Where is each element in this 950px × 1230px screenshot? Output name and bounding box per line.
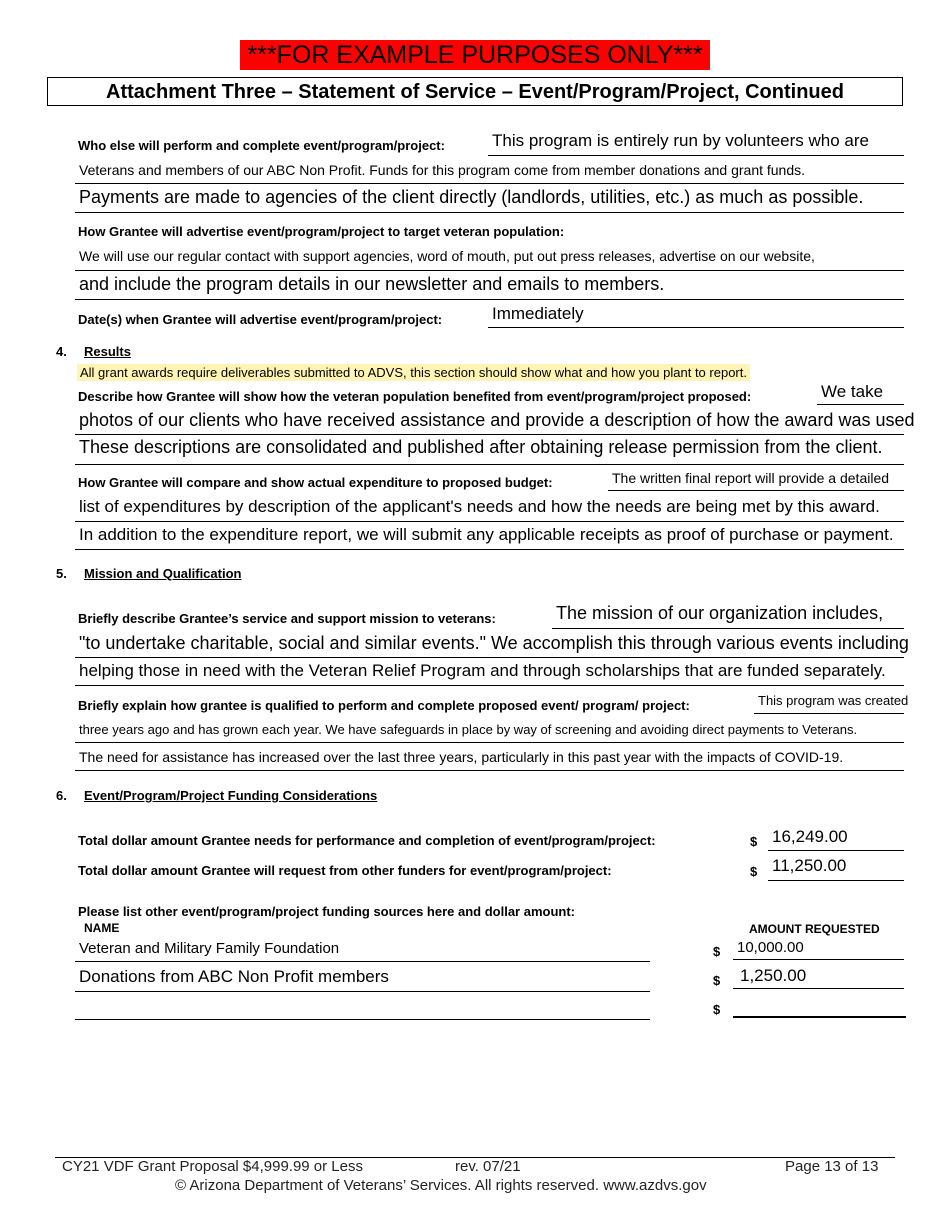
other-funders-currency: $ bbox=[750, 864, 758, 879]
who-else-line2[interactable]: Veterans and members of our ABC Non Profit. Funds for this program come from member donations and grant funds. bbox=[79, 162, 806, 178]
total-amount-currency: $ bbox=[750, 834, 758, 849]
dates-label: Date(s) when Grantee will advertise event/program/project: bbox=[78, 312, 443, 327]
who-else-line1[interactable]: This program is entirely run by volunteers who are bbox=[492, 131, 869, 150]
benefit-line2[interactable]: photos of our clients who have received assistance and provide a description of how the award was used bbox=[79, 410, 915, 430]
footer-page-number: Page 13 of 13 bbox=[785, 1158, 879, 1175]
section-5-number: 5. bbox=[56, 566, 67, 581]
budget-line3[interactable]: In addition to the expenditure report, we will submit any applicable receipts as proof of purchase or payment. bbox=[79, 525, 894, 544]
mission-line1[interactable]: The mission of our organization includes, bbox=[556, 603, 884, 623]
amount-column-header: AMOUNT REQUESTED bbox=[749, 922, 880, 936]
footer-form-name: CY21 VDF Grant Proposal $4,999.99 or Less bbox=[62, 1158, 363, 1175]
budget-line1[interactable]: The written final report will provide a detailed bbox=[612, 470, 890, 486]
page-title: Attachment Three – Statement of Service – Event/Program/Project, Continued bbox=[47, 77, 903, 106]
source-amount-1[interactable]: 10,000.00 bbox=[737, 939, 804, 956]
section-5-heading: Mission and Qualification bbox=[84, 566, 242, 581]
section-6-heading: Event/Program/Project Funding Considerations bbox=[84, 788, 378, 803]
mission-label: Briefly describe Grantee’s service and support mission to veterans: bbox=[78, 611, 496, 626]
source-name-1[interactable]: Veteran and Military Family Foundation bbox=[79, 940, 340, 957]
section-4-heading: Results bbox=[84, 344, 131, 359]
total-amount-label: Total dollar amount Grantee needs for performance and completion of event/program/project: bbox=[78, 833, 656, 848]
qualification-line2[interactable]: three years ago and has grown each year. We have safeguards in place by way of screening and avoiding direct payments to Veterans. bbox=[79, 722, 858, 737]
qualification-label: Briefly explain how grantee is qualified to perform and complete proposed event/ program/ project: bbox=[78, 698, 690, 713]
advertise-label: How Grantee will advertise event/program/project to target veteran population: bbox=[78, 224, 565, 239]
total-amount-value[interactable]: 16,249.00 bbox=[772, 827, 848, 846]
mission-line2[interactable]: "to undertake charitable, social and similar events." We accomplish this through various events including bbox=[79, 633, 909, 653]
source-amount-2[interactable]: 1,250.00 bbox=[740, 966, 807, 985]
who-else-label: Who else will perform and complete event/program/project: bbox=[78, 138, 445, 153]
source-currency-2: $ bbox=[713, 973, 721, 988]
source-currency-1: $ bbox=[713, 944, 721, 959]
other-funders-label: Total dollar amount Grantee will request from other funders for event/program/project: bbox=[78, 863, 612, 878]
footer-copyright: © Arizona Department of Veterans’ Services. All rights reserved. www.azdvs.gov bbox=[175, 1177, 707, 1194]
benefit-label: Describe how Grantee will show how the veteran population benefited from event/program/project proposed: bbox=[78, 389, 752, 404]
mission-line3[interactable]: helping those in need with the Veteran Relief Program and through scholarships that are funded separately. bbox=[79, 661, 886, 680]
budget-line2[interactable]: list of expenditures by description of the applicant's needs and how the needs are being met by this award. bbox=[79, 497, 880, 516]
example-banner: ***FOR EXAMPLE PURPOSES ONLY*** bbox=[240, 40, 710, 70]
results-note: All grant awards require deliverables submitted to ADVS, this section should show what and how you plant to report. bbox=[77, 364, 750, 381]
advertise-line2[interactable]: and include the program details in our newsletter and emails to members. bbox=[79, 274, 665, 294]
section-4-number: 4. bbox=[56, 344, 67, 359]
section-6-number: 6. bbox=[56, 788, 67, 803]
name-column-header: NAME bbox=[84, 921, 120, 935]
qualification-line1[interactable]: This program was created bbox=[758, 693, 909, 708]
funding-sources-label: Please list other event/program/project funding sources here and dollar amount: bbox=[78, 904, 575, 919]
source-name-2[interactable]: Donations from ABC Non Profit members bbox=[79, 967, 389, 986]
source-currency-3: $ bbox=[713, 1002, 721, 1017]
budget-label: How Grantee will compare and show actual expenditure to proposed budget: bbox=[78, 475, 553, 490]
advertise-line1[interactable]: We will use our regular contact with support agencies, word of mouth, put out press releases, advertise on our website, bbox=[79, 248, 815, 264]
other-funders-value[interactable]: 11,250.00 bbox=[772, 856, 847, 875]
footer-revision: rev. 07/21 bbox=[455, 1158, 521, 1175]
dates-value[interactable]: Immediately bbox=[492, 304, 584, 323]
who-else-line3[interactable]: Payments are made to agencies of the client directly (landlords, utilities, etc.) as much as possible. bbox=[79, 187, 864, 207]
benefit-line3[interactable]: These descriptions are consolidated and published after obtaining release permission from the client. bbox=[79, 437, 883, 457]
qualification-line3[interactable]: The need for assistance has increased over the last three years, particularly in this past year with the impacts of COVID-19. bbox=[79, 749, 844, 765]
benefit-line1[interactable]: We take bbox=[821, 382, 884, 401]
